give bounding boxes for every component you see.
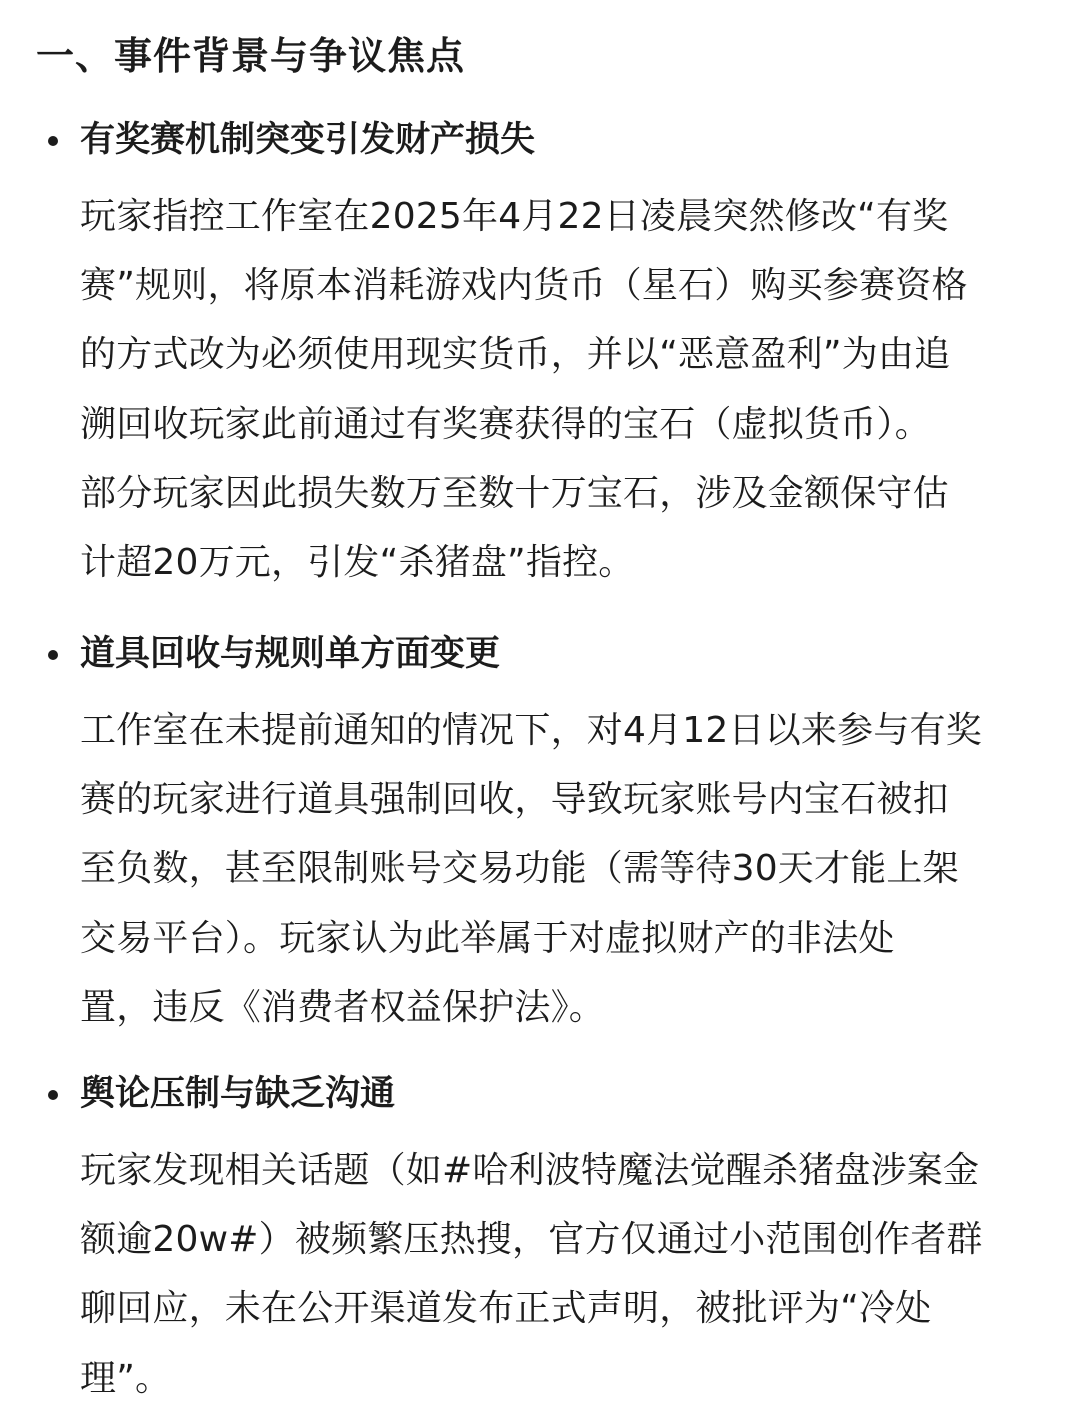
bullet-title: 舆论压制与缺乏沟通 xyxy=(80,1074,396,1114)
bullet-body xyxy=(80,696,1050,1042)
bullet-dot-icon xyxy=(48,650,58,660)
body-line: 额逾20w#）被频繁压热搜，官方仅通过小范围创作者群 xyxy=(80,1219,983,1261)
body-line: 玩家发现相关话题（如#哈利波特魔法觉醒杀猪盘涉案金 xyxy=(80,1150,980,1191)
bullet-body xyxy=(80,1136,1050,1413)
body-line: 置，违反《消费者权益保护法》。 xyxy=(80,986,606,1028)
body-line: 的方式改为必须使用现实货币，并以“恶意盈利”为由追 xyxy=(80,334,951,376)
body-line: 部分玩家因此损失数万至数十万宝石，涉及金额保守估 xyxy=(80,472,949,514)
body-line: 溯回收玩家此前通过有奖赛获得的宝石（虚拟货币）。 xyxy=(80,403,931,445)
section-heading: 一、事件背景与争议焦点 xyxy=(36,34,466,78)
body-line: 理”。 xyxy=(80,1357,172,1399)
body-line: 交易平台）。玩家认为此举属于对虚拟财产的非法处 xyxy=(80,917,895,959)
body-line: 至负数，甚至限制账号交易功能（需等待30天才能上架 xyxy=(80,848,959,890)
body-line: 赛的玩家进行道具强制回收，导致玩家账号内宝石被扣 xyxy=(80,779,949,821)
bullet-title: 有奖赛机制突变引发财产损失 xyxy=(80,120,536,160)
body-line: 聊回应，未在公开渠道发布正式声明，被批评为“冷处 xyxy=(80,1288,932,1330)
bullet-title: 道具回收与规则单方面变更 xyxy=(80,634,501,674)
body-line: 赛”规则，将原本消耗游戏内货币（星石）购买参赛资格 xyxy=(80,265,968,307)
body-line: 玩家指控工作室在2025年4月22日凌晨突然修改“有奖 xyxy=(80,196,949,237)
body-line: 计超20万元，引发“杀猪盘”指控。 xyxy=(80,541,635,583)
body-line: 工作室在未提前通知的情况下，对4月12日以来参与有奖 xyxy=(80,710,982,751)
bullet-dot-icon xyxy=(48,1090,58,1100)
bullet-body xyxy=(80,182,1050,597)
bullet-dot-icon xyxy=(48,136,58,146)
